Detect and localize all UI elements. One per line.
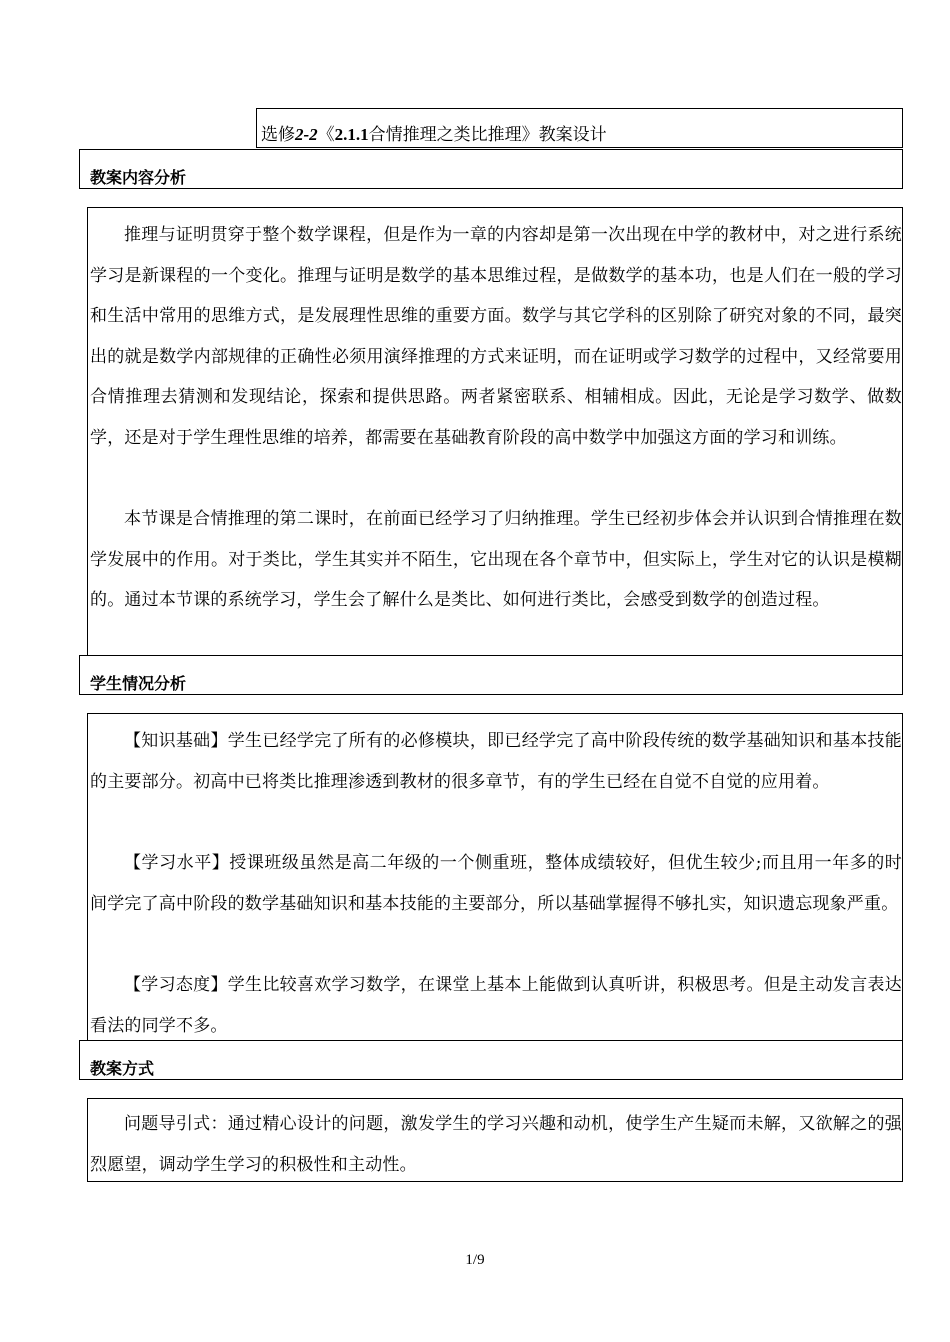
title-section-number: 2.1.1 <box>334 125 369 144</box>
paragraph: 【知识基础】学生已经学完了所有的必修模块，即已经学完了高中阶段传统的数学基础知识和基本技能的主要部分。初高中已将类比推理渗透到教材的很多章节，有的学生已经在自觉不自觉的应用着。 <box>90 731 902 792</box>
section-body-content-analysis <box>87 207 903 656</box>
title-suffix: 》教案设计 <box>521 125 607 145</box>
paragraph: 本节课是合情推理的第二课时，在前面已经学习了归纳推理。学生已经初步体会并认识到合情推理在数学发展中的作用。对于类比，学生其实并不陌生，它出现在各个章节中，但实际上，学生对它的认识是模糊的。通过本节课的系统学习，学生会了解什么是类比、如何进行类比，会感受到数学的创造过程。 <box>90 509 902 610</box>
paragraph: 【学习态度】学生比较喜欢学习数学，在课堂上基本上能做到认真听讲，积极思考。但是主动发言表达看法的同学不多。 <box>90 975 902 1036</box>
title-topic: 合情推理之类比推理 <box>368 125 522 145</box>
section-header-label: 教案方式 <box>90 1059 155 1078</box>
title-prefix: 选修 <box>261 125 295 145</box>
page-number: 1/9 <box>465 1252 485 1268</box>
section-header-label: 教案内容分析 <box>90 168 187 187</box>
title-open-quote: 《 <box>317 125 335 145</box>
section-header-content-analysis <box>79 149 903 189</box>
document-title <box>261 120 607 145</box>
section-header-label: 学生情况分析 <box>90 674 187 693</box>
title-course: 2-2 <box>295 125 318 144</box>
section-body-teaching-method <box>87 1098 903 1182</box>
title-box <box>256 108 903 148</box>
section-header-student-analysis <box>79 655 903 695</box>
paragraph: 推理与证明贯穿于整个数学课程，但是作为一章的内容却是第一次出现在中学的教材中，对之进行系统学习是新课程的一个变化。推理与证明是数学的基本思维过程，是做数学的基本功，也是人们在一般的学习和生活中常用的思维方式，是发展理性思维的重要方面。数学与其它学科的区别除了研究对象的不同，最突出的就是数学内部规律的正确性必须用演绎推理的方式来证明，而在证明或学习数学的过程中，又经常要用合情推理去猜测和发现结论，探索和提供思路。两者紧密联系、相辅相成。因此，无论是学习数学、做数学，还是对于学生理性思维的培养，都需要在基础教育阶段的高中数学中加强这方面的学习和训练。 <box>90 225 902 448</box>
paragraph: 【学习水平】授课班级虽然是高二年级的一个侧重班，整体成绩较好，但优生较少;而且用一年多的时间学完了高中阶段的数学基础知识和基本技能的主要部分，所以基础掌握得不够扎实，知识遗忘现象严重。 <box>90 853 902 914</box>
paragraph: 问题导引式：通过精心设计的问题，激发学生的学习兴趣和动机，使学生产生疑而未解，又欲解之的强烈愿望，调动学生学习的积极性和主动性。 <box>90 1114 902 1175</box>
section-body-student-analysis <box>87 713 903 1041</box>
section-header-teaching-method <box>79 1040 903 1080</box>
